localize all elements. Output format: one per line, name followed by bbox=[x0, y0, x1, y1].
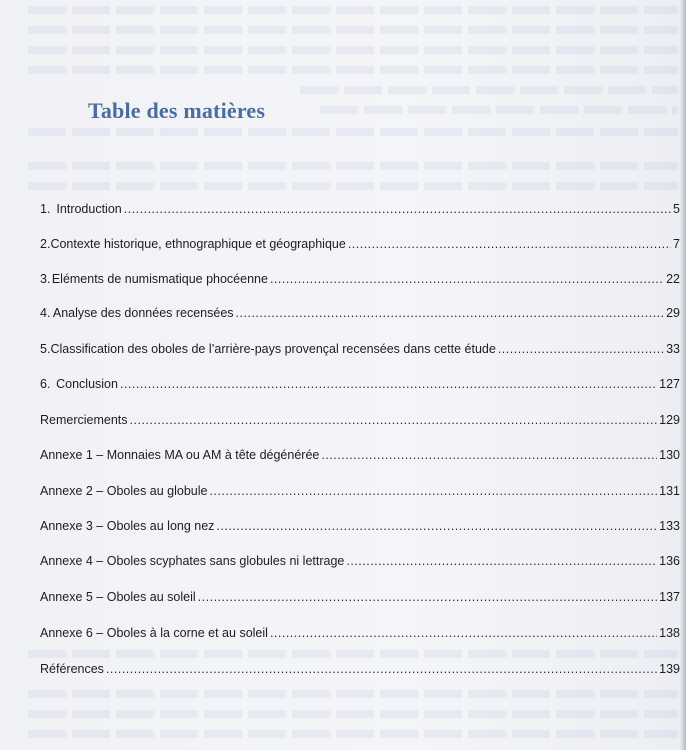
bleed-through-line bbox=[300, 86, 678, 94]
toc-entry-label: Remerciements bbox=[40, 413, 128, 427]
toc-entry[interactable] bbox=[40, 662, 680, 682]
toc-entry-label: Annexe 5 – Oboles au soleil bbox=[40, 590, 196, 604]
page-edge-shadow bbox=[680, 0, 686, 750]
toc-entry-page: 29 bbox=[666, 306, 680, 320]
toc-leader-dots bbox=[348, 237, 671, 251]
toc-entry-page: 139 bbox=[659, 662, 680, 676]
toc-entry-page: 136 bbox=[659, 554, 680, 568]
toc-entry-number: 2. bbox=[40, 237, 51, 251]
toc-entry[interactable] bbox=[40, 484, 680, 504]
bleed-through-line bbox=[28, 650, 678, 658]
toc-entry-number: 3. bbox=[40, 272, 51, 286]
toc-leader-dots bbox=[346, 554, 657, 568]
toc-entry-page: 33 bbox=[666, 342, 680, 356]
toc-entry[interactable] bbox=[40, 413, 680, 433]
toc-entry-label: Conclusion bbox=[56, 377, 118, 391]
toc-leader-dots bbox=[321, 448, 657, 462]
bleed-through-line bbox=[28, 6, 678, 14]
toc-entry-label: Annexe 6 – Oboles à la corne et au soleil bbox=[40, 626, 268, 640]
toc-entry-number: 4. bbox=[40, 306, 51, 320]
toc-title: Table des matières bbox=[88, 98, 266, 123]
toc-leader-dots bbox=[124, 202, 671, 216]
toc-leader-dots bbox=[198, 590, 657, 604]
toc-entry[interactable] bbox=[40, 554, 680, 574]
toc-entry-page: 127 bbox=[659, 377, 680, 391]
bleed-through-line bbox=[28, 162, 678, 170]
toc-entry-label: Annexe 4 – Oboles scyphates sans globules ni lettrage bbox=[40, 554, 345, 568]
toc-entry[interactable] bbox=[40, 626, 680, 646]
toc-entry-page: 131 bbox=[659, 484, 680, 498]
toc-entry-label: Références bbox=[40, 662, 104, 676]
toc-entry-page: 129 bbox=[659, 413, 680, 427]
bleed-through-line bbox=[320, 106, 678, 114]
bleed-through-line bbox=[28, 730, 678, 738]
bleed-through-line bbox=[28, 710, 678, 718]
toc-entry[interactable] bbox=[40, 590, 680, 610]
toc-entry-page: 7 bbox=[673, 237, 680, 251]
toc-entry[interactable] bbox=[40, 377, 680, 397]
toc-leader-dots bbox=[210, 484, 658, 498]
bleed-through-line bbox=[28, 46, 678, 54]
toc-entry-label: Classification des oboles de l’arrière-pays provençal recensées dans cette étude bbox=[50, 342, 496, 356]
toc-entry-page: 5 bbox=[673, 202, 680, 216]
toc-entry-page: 138 bbox=[659, 626, 680, 640]
toc-leader-dots bbox=[120, 377, 657, 391]
bleed-through-line bbox=[28, 128, 678, 136]
toc-leader-dots bbox=[236, 306, 665, 320]
toc-entry-label: Introduction bbox=[56, 202, 122, 216]
toc-entry[interactable] bbox=[40, 519, 680, 539]
bleed-through-line bbox=[28, 66, 678, 74]
toc-entry-page: 133 bbox=[659, 519, 680, 533]
toc-entry-number: 6. bbox=[40, 377, 51, 391]
toc-leader-dots bbox=[216, 519, 657, 533]
toc-leader-dots bbox=[106, 662, 657, 676]
toc-entry[interactable] bbox=[40, 306, 680, 326]
bleed-through-line bbox=[28, 690, 678, 698]
toc-leader-dots bbox=[270, 626, 657, 640]
bleed-through-line bbox=[28, 26, 678, 34]
toc-entry-label: Eléments de numismatique phocéenne bbox=[51, 272, 268, 286]
toc-entry[interactable] bbox=[40, 448, 680, 468]
toc-entry-page: 130 bbox=[659, 448, 680, 462]
toc-entry[interactable] bbox=[40, 237, 680, 257]
toc-entry[interactable] bbox=[40, 202, 680, 222]
toc-entry-label: Annexe 1 – Monnaies MA ou AM à tête dégénérée bbox=[40, 448, 320, 462]
toc-entry-page: 22 bbox=[666, 272, 680, 286]
toc-entry-label: Annexe 3 – Oboles au long nez bbox=[40, 519, 215, 533]
toc-entry-number: 5. bbox=[40, 342, 51, 356]
toc-entry[interactable] bbox=[40, 272, 680, 292]
toc-entry[interactable] bbox=[40, 342, 680, 362]
toc-entry-label: Analyse des données recensées bbox=[52, 306, 234, 320]
toc-leader-dots bbox=[270, 272, 664, 286]
toc-entry-number: 1. bbox=[40, 202, 51, 216]
toc-leader-dots bbox=[498, 342, 664, 356]
toc-entry-label: Contexte historique, ethnographique et géographique bbox=[50, 237, 346, 251]
bleed-through-line bbox=[28, 182, 678, 190]
toc-leader-dots bbox=[130, 413, 658, 427]
toc-entry-page: 137 bbox=[659, 590, 680, 604]
toc-entry-label: Annexe 2 – Oboles au globule bbox=[40, 484, 208, 498]
